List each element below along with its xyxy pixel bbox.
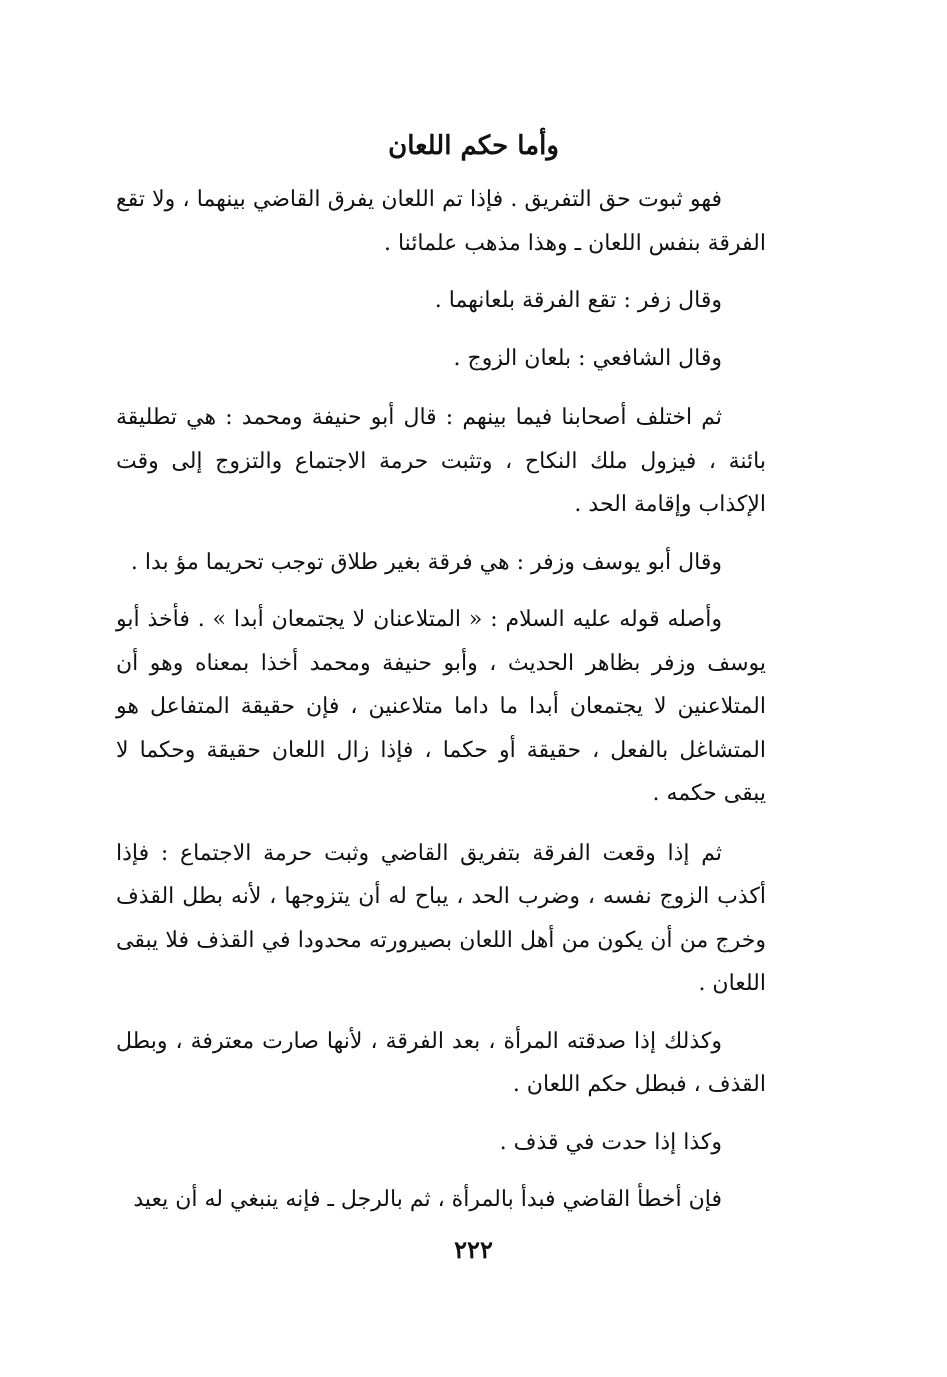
page-number: ٢٢٢	[454, 1235, 493, 1264]
paragraph-5: وقال أبو يوسف وزفر : هي فرقة بغير طلاق توجب تحريما مؤ بدا .	[130, 549, 722, 575]
paragraph-10: فإن أخطأ القاضي فبدأ بالمرأة ، ثم بالرجل ـ فإنه ينبغي له أن يعيد	[133, 1187, 722, 1212]
paragraph-8: وكذلك إذا صدقته المرأة ، بعد الفرقة ، لأنها صارت معترفة ، وبطل القذف ، فبطل حكم اللعان .	[116, 1028, 766, 1097]
section-title: وأما حكم اللعان	[388, 131, 559, 161]
paragraph-2: وقال زفر : تقع الفرقة بلعانهما .	[434, 288, 722, 313]
paragraph-6: وأصله قوله عليه السلام : « المتلاعنان لا يجتمعان أبدا » . فأخذ أبو يوسف وزفر بظاهر الحديث ، وأبو حنيفة ومحمد أخذا بمعناه وهو أن المتلاعنين لا يجتمعان أبدا ما داما متلاعنين ، فإن حقيقة المتفاعل هو المتشاغل بالفعل ، حقيقة أو حكما ، فإذا زال اللعان حقيقة وحكما لا يبقى حكمه .	[116, 607, 766, 806]
paragraph-3: وقال الشافعي : بلعان الزوج .	[453, 345, 722, 371]
paragraph-1: فهو ثبوت حق التفريق . فإذا تم اللعان يفرق القاضي بينهما ، ولا تقع الفرقة بنفس اللعان ـ وهذا مذهب علمائنا .	[116, 187, 766, 256]
body-text	[116, 178, 766, 1222]
paragraph-4: ثم اختلف أصحابنا فيما بينهم : قال أبو حنيفة ومحمد : هي تطليقة بائنة ، فيزول ملك النكاح ، وتثبت حرمة الاجتماع والتزوج إلى وقت الإكذاب وإقامة الحد .	[116, 405, 766, 517]
paragraph-7: ثم إذا وقعت الفرقة بتفريق القاضي وثبت حرمة الاجتماع : فإذا أكذب الزوج نفسه ، وضرب الحد ، يباح له أن يتزوجها ، لأنه بطل القذف وخرج من أن يكون من أهل اللعان بصيرورته محدودا في القذف فلا يبقى اللعان .	[116, 840, 766, 996]
paragraph-9: وكذا إذا حدت في قذف .	[499, 1129, 722, 1155]
